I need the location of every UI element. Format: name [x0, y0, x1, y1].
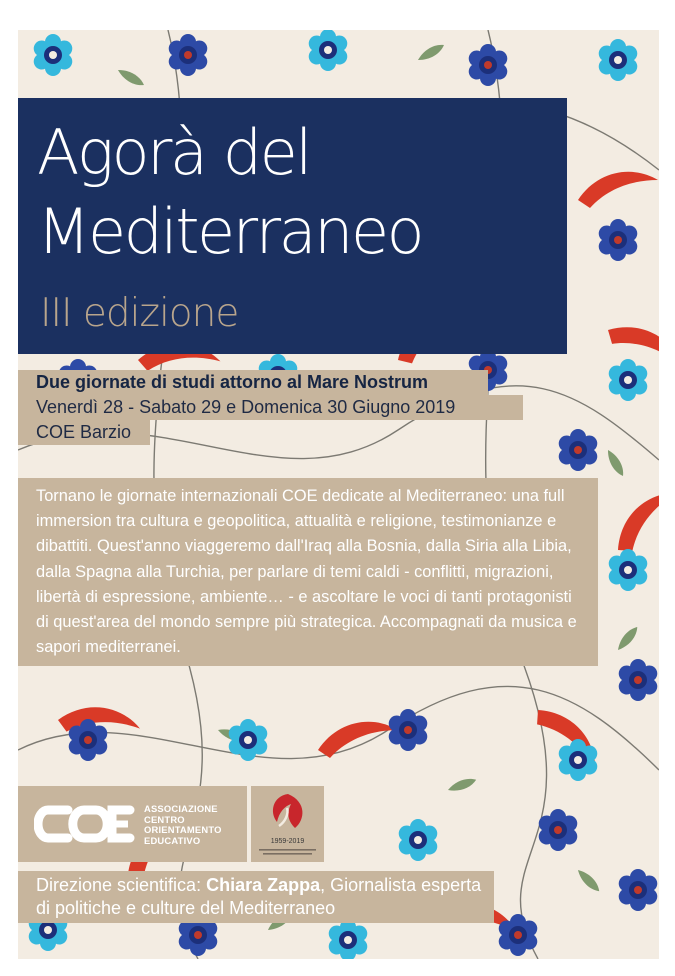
logo-line-4: EDUCATIVO — [144, 834, 201, 846]
event-subtitle: Due giornate di studi attorno al Mare Nostrum — [18, 370, 488, 395]
event-dates: Venerdì 28 - Sabato 29 e Domenica 30 Giugno 2019 — [18, 395, 523, 420]
anniversary-emblem-icon — [269, 792, 307, 832]
event-venue: COE Barzio — [18, 420, 150, 445]
director-name: Chiara Zappa — [206, 875, 321, 895]
coe-logo-mark-icon — [34, 802, 138, 846]
edition-label: III edizione — [40, 291, 239, 336]
logo-line-3: ORIENTAMENTO — [144, 824, 222, 835]
title-line-1: Agorà del — [37, 116, 310, 189]
anniversary-badge — [251, 786, 324, 862]
logo-line-2: CENTRO — [144, 813, 185, 825]
coe-logo-text — [144, 804, 222, 846]
coe-logo — [18, 786, 247, 862]
event-description: Tornano le giornate internazionali COE dedicate al Mediterraneo: una full immersion tra cultura e geopolitica, attualità e religione, testimonianze e dibattiti. Quest'anno viaggeremo dall'Iraq alla Bosnia, dalla Siria alla Libia, dalla Spagna alla Turchia, per parlare di temi caldi - conflitti, migrazioni, libertà di espressione, ambiente… - e ascoltare le voci di tanti protagonisti di quest'area del mondo sempre più strategica. Accompagnati da musica e sapori mediterranei. — [18, 478, 598, 666]
director-role: , Giornalista esperta di politiche e culture del Mediterraneo — [36, 875, 482, 918]
title-block — [18, 98, 567, 354]
logo-line-1: ASSOCIAZIONE — [144, 803, 218, 814]
anniversary-years: 1959-2019 — [270, 838, 305, 845]
direction-label: Direzione scientifica: — [36, 875, 207, 895]
scientific-direction — [18, 871, 494, 923]
anniversary-caption-icon — [257, 848, 318, 856]
poster — [18, 30, 659, 959]
title-line-2: Mediterraneo — [37, 195, 423, 268]
